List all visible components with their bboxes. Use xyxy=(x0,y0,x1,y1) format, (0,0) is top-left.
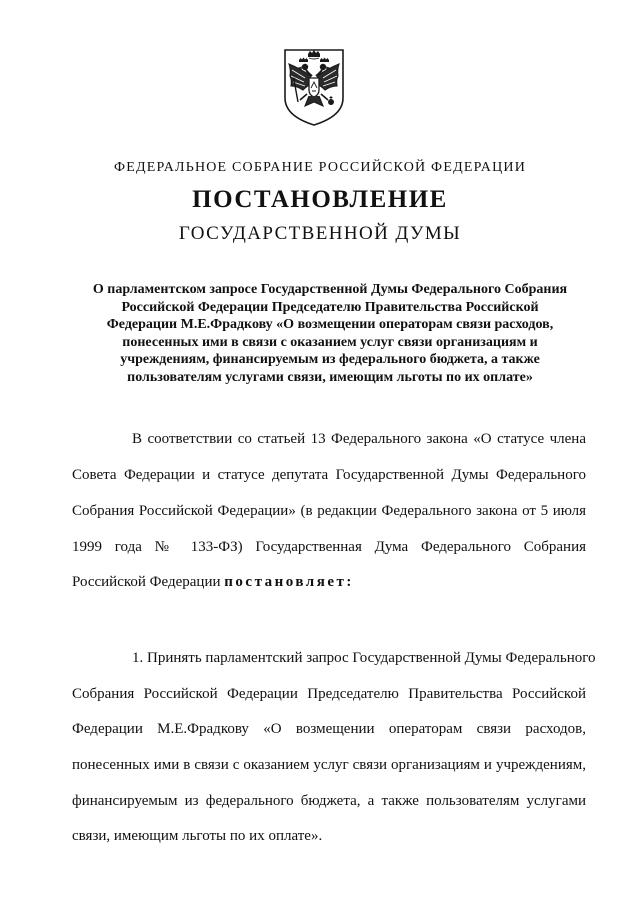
clause-line: Федерации М.Е.Фрадкову «О возмещении операторам связи расходов, xyxy=(72,721,586,737)
organization-heading: ФЕДЕРАЛЬНОЕ СОБРАНИЕ РОССИЙСКОЙ ФЕДЕРАЦИИ xyxy=(113,160,527,175)
decree-word: постановляет: xyxy=(224,574,354,590)
subject-line: учреждениям, финансируемым из федерального бюджета, а также xyxy=(120,352,540,368)
coat-of-arms-icon xyxy=(279,46,349,128)
document-type-title: ПОСТАНОВЛЕНИЕ xyxy=(192,186,448,213)
clause-line: понесенных ими в связи с оказанием услуг связи организациям и учреждениям, xyxy=(72,757,586,773)
preamble-line-text: Российской Федерации xyxy=(72,574,221,590)
clause-line: Собрания Российской Федерации Председателю Правительства Российской xyxy=(72,686,586,702)
clause-line: связи, имеющим льготы по их оплате». xyxy=(72,828,323,844)
subject-line: Российской Федерации Председателю Правительства Российской xyxy=(121,299,539,315)
preamble-line: Собрания Российской Федерации» (в редакции Федерального закона от 5 июля xyxy=(72,503,586,519)
preamble-line: Совета Федерации и статусе депутата Государственной Думы Федерального xyxy=(72,467,586,483)
subject-line: Федерации М.Е.Фрадкову «О возмещении операторам связи расходов, xyxy=(106,317,554,333)
subject-line: О парламентском запросе Государственной Думы Федерального Собрания xyxy=(92,282,568,297)
issuer-heading: ГОСУДАРСТВЕННОЙ ДУМЫ xyxy=(178,223,462,244)
clause-line: 1. Принять парламентский запрос Государственной Думы Федерального xyxy=(132,650,596,666)
clause-line: финансируемым из федерального бюджета, а также пользователям услугами xyxy=(72,793,586,809)
preamble-line: В соответствии со статьей 13 Федерального закона «О статусе члена xyxy=(132,431,586,447)
subject-line: понесенных ими в связи с оказанием услуг связи организациям и xyxy=(122,334,538,350)
subject-line: пользователям услугами связи, имеющим льготы по их оплате» xyxy=(127,369,533,385)
preamble-line xyxy=(72,572,586,592)
preamble-line: 1999 года № 133-ФЗ) Государственная Дума Федерального Собрания xyxy=(72,539,586,555)
document-subject xyxy=(70,281,590,387)
